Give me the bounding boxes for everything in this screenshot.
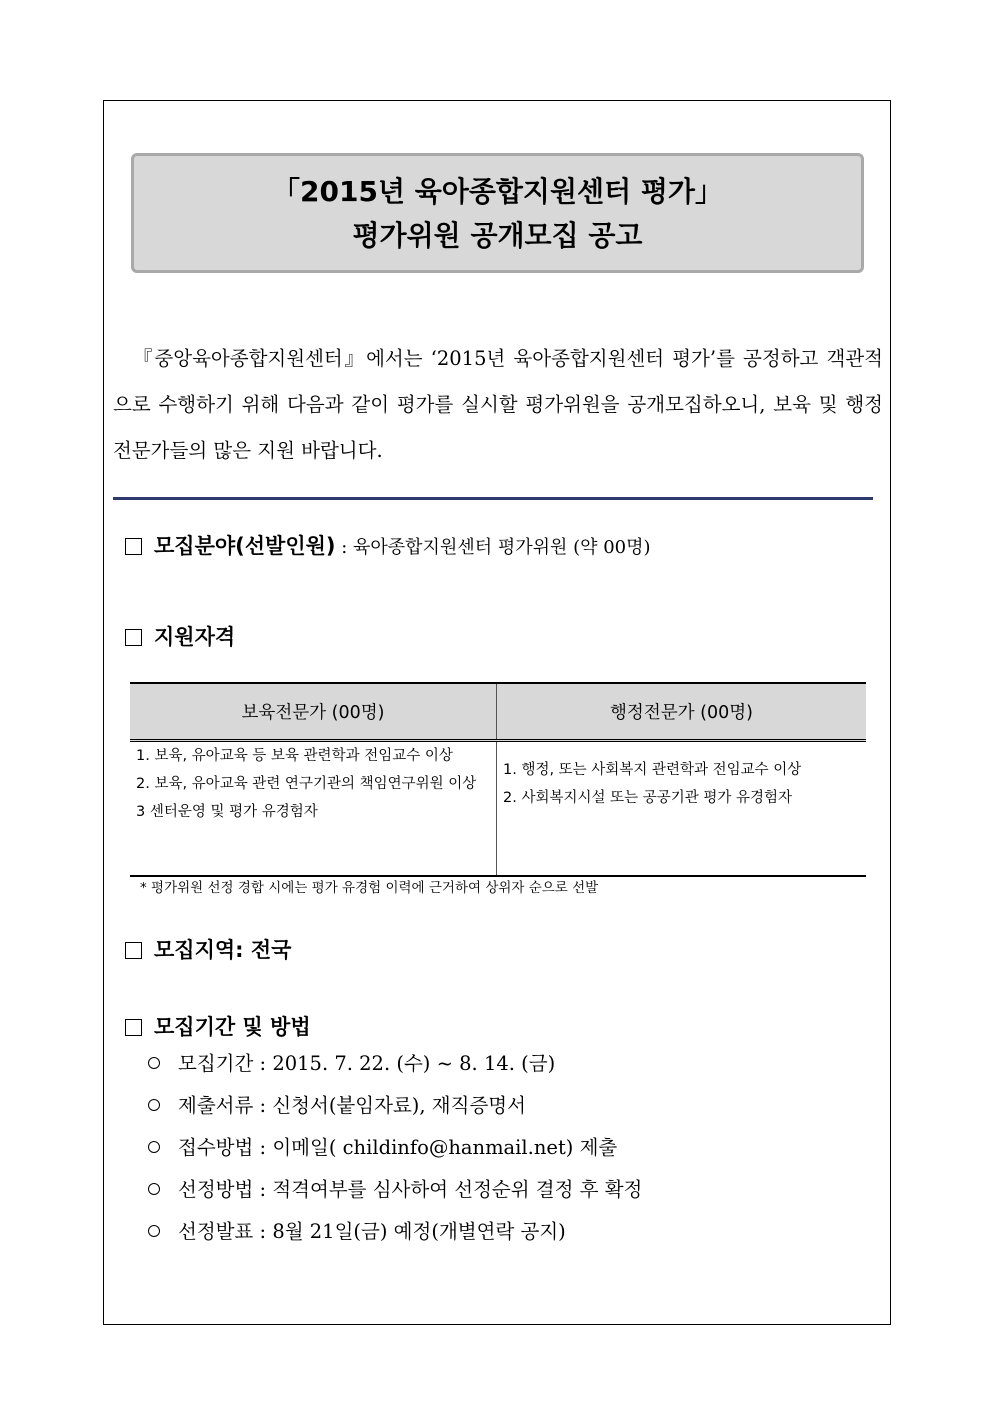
cell-admin	[497, 741, 867, 877]
method-item-text: 접수방법 : 이메일( childinfo@hanmail.net) 제출	[178, 1136, 618, 1159]
checkbox-icon	[125, 629, 142, 646]
circle-bullet-icon	[148, 1183, 160, 1195]
cell-childcare	[130, 741, 497, 877]
section-field	[125, 530, 651, 560]
header-admin: 행정전문가 (00명)	[497, 683, 867, 741]
circle-bullet-icon	[148, 1141, 160, 1153]
section-period	[125, 1011, 311, 1041]
intro-paragraph: 『중앙육아종합지원센터』에서는 ‘2015년 육아종합지원센터 평가’를 공정하고 객관적으로 수행하기 위해 다음과 같이 평가를 실시할 평가위원을 공개모집하오니, 보육 및 행정전문가들의 많은 지원 바랍니다.	[113, 347, 883, 462]
method-item-text: 선정발표 : 8월 21일(금) 예정(개별연락 공지)	[178, 1220, 566, 1243]
section-region-label: 모집지역: 전국	[154, 938, 292, 962]
childcare-item: 1. 보육, 유아교육 등 보육 관련학과 전임교수 이상	[136, 748, 453, 764]
qualification-table	[130, 682, 866, 877]
checkbox-icon	[125, 1019, 142, 1036]
circle-bullet-icon	[148, 1225, 160, 1237]
header-childcare: 보육전문가 (00명)	[130, 683, 497, 741]
method-item	[148, 1085, 642, 1127]
circle-bullet-icon	[148, 1099, 160, 1111]
childcare-item: 3 센터운영 및 평가 유경험자	[136, 804, 318, 820]
section-field-colon: :	[335, 537, 353, 558]
method-item	[148, 1043, 642, 1085]
checkbox-icon	[125, 538, 142, 555]
title-line-1: 「2015년 육아종합지원센터 평가」	[272, 175, 723, 208]
admin-item: 2. 사회복지시설 또는 공공기관 평가 유경험자	[503, 790, 793, 806]
method-item	[148, 1127, 642, 1169]
section-qualification	[125, 621, 235, 651]
admin-item: 1. 행정, 또는 사회복지 관련학과 전임교수 이상	[503, 762, 802, 778]
section-qualification-label: 지원자격	[154, 625, 236, 649]
method-item-text: 모집기간 : 2015. 7. 22. (수) ~ 8. 14. (금)	[178, 1052, 556, 1075]
method-item	[148, 1169, 642, 1211]
table-note: * 평가위원 선정 경합 시에는 평가 유경험 이력에 근거하여 상위자 순으로 선발	[140, 880, 599, 896]
title-box	[131, 153, 864, 273]
section-divider	[113, 497, 873, 500]
checkbox-icon	[125, 942, 142, 959]
title-line-2: 평가위원 공개모집 공고	[352, 219, 643, 252]
childcare-item: 2. 보육, 유아교육 관련 연구기관의 책임연구위원 이상	[136, 776, 477, 792]
circle-bullet-icon	[148, 1057, 160, 1069]
method-item	[148, 1211, 642, 1253]
method-item-text: 선정방법 : 적격여부를 심사하여 선정순위 결정 후 확정	[178, 1178, 643, 1201]
method-item-text: 제출서류 : 신청서(붙임자료), 재직증명서	[178, 1094, 526, 1117]
section-field-label: 모집분야(선발인원)	[154, 534, 336, 558]
section-field-value: 육아종합지원센터 평가위원 (약 00명)	[353, 537, 651, 558]
section-region	[125, 934, 291, 964]
section-period-label: 모집기간 및 방법	[154, 1015, 311, 1039]
method-list	[148, 1043, 642, 1253]
